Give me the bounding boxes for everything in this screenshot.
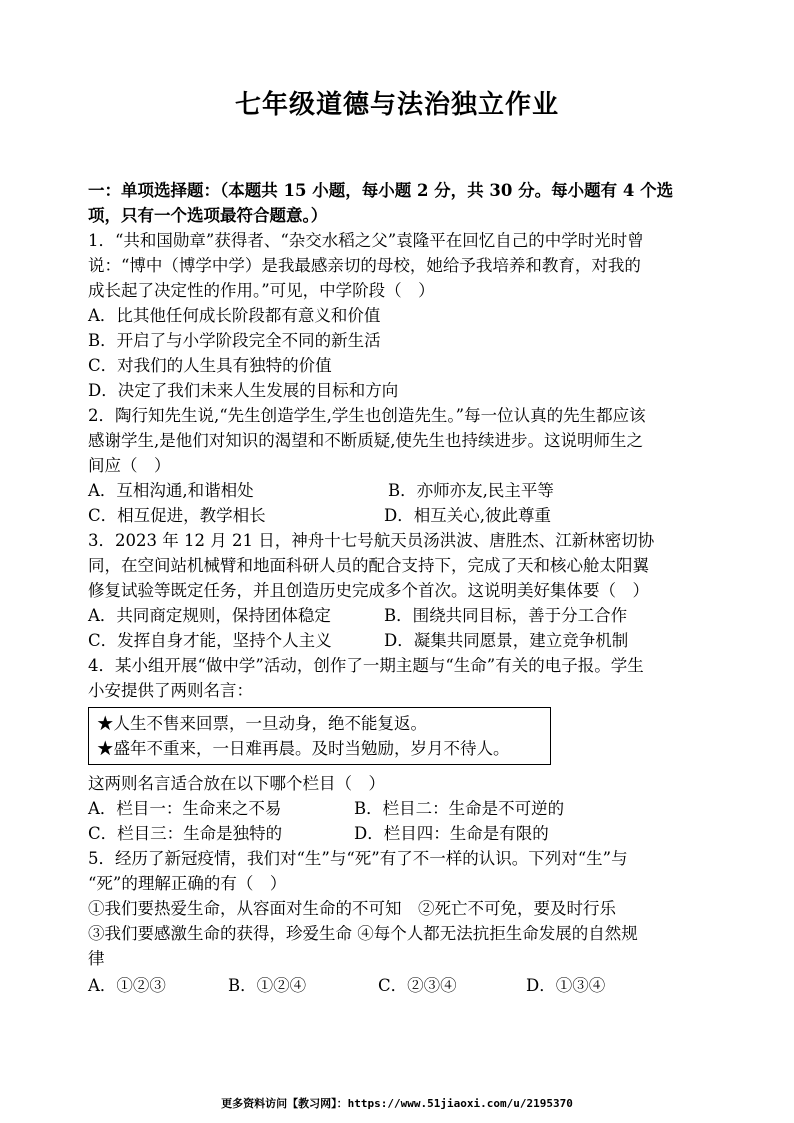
option-c: C．发挥自身才能，坚持个人主义 [88, 631, 332, 650]
statement-1-2: ①我们要热爱生命，从容面对生命的不可知 ②死亡不可免，要及时行乐 [88, 899, 616, 918]
quote-box [88, 707, 551, 765]
option-d: D．①③④ [526, 976, 606, 995]
section-heading-cont: 项，只有一个选项最符合题意。） [88, 206, 328, 225]
options-row [88, 478, 713, 503]
question-text: 1．“共和国勋章”获得者、“杂交水稻之父”袁隆平在回忆自己的中学时光时曾 [88, 231, 644, 250]
question-5 [88, 846, 713, 998]
options-row [88, 796, 713, 821]
statement-4-cont: 律 [88, 949, 105, 968]
option-c: C．对我们的人生具有独特的价值 [88, 356, 332, 375]
question-text: 同，在空间站机械臂和地面科研人员的配合支持下，完成了天和核心舱太阳翼 [88, 556, 649, 575]
question-text: 小安提供了两则名言： [88, 681, 253, 700]
option-b: B．围绕共同目标，善于分工合作 [384, 606, 628, 625]
options-row [88, 973, 713, 998]
option-a: A．比其他任何成长阶段都有意义和价值 [88, 306, 381, 325]
option-a: A．共同商定规则，保持团体稳定 [88, 606, 331, 625]
footer-link[interactable]: 更多资料访问【教习网】：https://www.51jiaoxi.com/u/2195370 [221, 1097, 573, 1110]
option-d: D．凝集共同愿景，建立竞争机制 [384, 631, 629, 650]
page-title: 七年级道德与法治独立作业 [234, 90, 559, 120]
question-text: 4．某小组开展“做中学”活动，创作了一期主题与“生命”有关的电子报。学生 [88, 656, 644, 675]
question-text: 成长起了决定性的作用。”可见，中学阶段（ ） [88, 281, 435, 300]
option-a: A．①②③ [88, 976, 166, 995]
question-text: 3．2023 年 12 月 21 日，神舟十七号航天员汤洪波、唐胜杰、江新林密切协 [88, 531, 655, 550]
options-row [88, 628, 713, 653]
quote-2: ★盛年不重来，一日难再晨。及时当勉励，岁月不待人。 [97, 739, 510, 758]
question-text: “死”的理解正确的有（ ） [88, 874, 287, 893]
question-text: 修复试验等既定任务，并且创造历史完成多个首次。这说明美好集体要（ ） [88, 581, 649, 600]
question-3 [88, 528, 713, 653]
option-d: D．相互关心,彼此尊重 [384, 506, 551, 525]
statement-3-4: ③我们要感激生命的获得，珍爱生命 ④每个人都无法抗拒生命发展的自然规 [88, 924, 638, 943]
document-body [88, 178, 713, 998]
question-text: 说：“博中（博学中学）是我最感亲切的母校，她给予我培养和教育，对我的 [88, 256, 641, 275]
quote-1: ★人生不售来回票，一旦动身，绝不能复返。 [97, 714, 427, 733]
option-c: C．栏目三：生命是独特的 [88, 824, 283, 843]
options-row [88, 821, 713, 846]
option-b: B．①②④ [228, 976, 307, 995]
question-text: 间应（ ） [88, 456, 171, 475]
options-row [88, 503, 713, 528]
question-2 [88, 403, 713, 528]
option-a: A．栏目一：生命来之不易 [88, 799, 282, 818]
option-b: B．亦师亦友,民主平等 [388, 481, 554, 500]
option-c: C．相互促进，教学相长 [88, 506, 266, 525]
options-row [88, 603, 713, 628]
section-heading: 一：单项选择题：（本题共 15 小题，每小题 2 分，共 30 分。每小题有 4 个选 [88, 181, 674, 200]
question-4 [88, 653, 713, 846]
option-b: B．开启了与小学阶段完全不同的新生活 [88, 331, 381, 350]
option-b: B．栏目二：生命是不可逆的 [354, 799, 565, 818]
question-text: 这两则名言适合放在以下哪个栏目（ ） [88, 774, 385, 793]
option-a: A．互相沟通,和谐相处 [88, 481, 254, 500]
question-text: 5．经历了新冠疫情，我们对“生”与“死”有了不一样的认识。下列对“生”与 [88, 849, 628, 868]
option-c: C．②③④ [378, 976, 457, 995]
question-text: 2．陶行知先生说,“先生创造学生,学生也创造先生。”每一位认真的先生都应该 [88, 406, 646, 425]
question-1 [88, 228, 713, 403]
option-d: D．决定了我们未来人生发展的目标和方向 [88, 381, 399, 400]
option-d: D．栏目四：生命是有限的 [354, 824, 549, 843]
question-text: 感谢学生,是他们对知识的渴望和不断质疑,使先生也持续进步。这说明师生之 [88, 431, 643, 450]
